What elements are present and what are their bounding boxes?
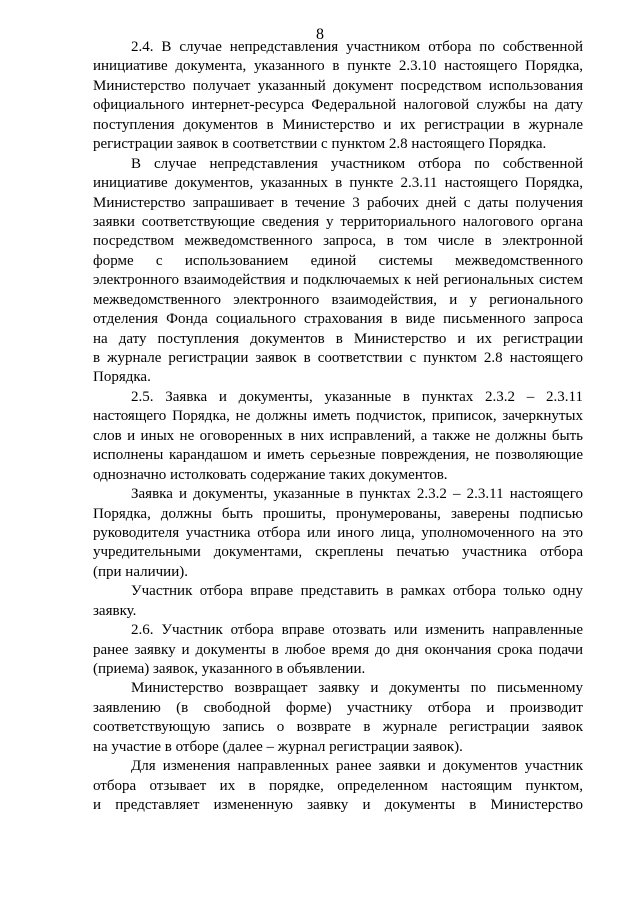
text-line: Министерство получает указанный документ посредством использования [93,77,583,94]
text-line: слов и иных не оговоренных в них исправлений, а также не должны быть [93,427,583,444]
text-line: Порядка, должны быть прошиты, пронумерованы, заверены подписью [93,505,583,522]
paragraph [93,757,583,815]
text-line: В случае непредставления участником отбора по собственной [131,155,583,172]
text-line: однозначно истолковать содержание таких документов. [93,466,448,483]
paragraph [93,621,583,679]
text-line: поступления документов в Министерство и их регистрации в журнале [93,116,583,133]
text-line: на участие в отборе (далее – журнал регистрации заявок). [93,738,463,755]
text-line: и представляет измененную заявку и документы в Министерство [93,797,583,814]
text-line: учредительными документами, скреплены печатью участника отбора [93,544,583,561]
text-line: форме с использованием единой системы межведомственного [93,252,583,269]
text-line: Порядка. [93,369,151,386]
text-line: отделения Фонда социального страхования в виде письменного запроса [93,311,583,328]
text-line: электронного взаимодействия и подключаемых к ней региональных систем [93,272,583,289]
text-line: ранее заявку и документы в любое время до дня окончания срока подачи [93,641,583,658]
paragraph [93,485,583,582]
text-line: (при наличии). [93,563,188,580]
paragraph [93,582,583,621]
text-line: Министерство запрашивает в течение 3 рабочих дней с даты получения [93,194,583,211]
page-number: 8 [316,26,324,43]
document-body [93,38,583,816]
text-line: Заявка и документы, указанные в пунктах 2.3.2 – 2.3.11 настоящего [131,486,583,503]
text-line: 2.5. Заявка и документы, указанные в пунктах 2.3.2 – 2.3.11 [131,388,583,405]
text-line: заявки соответствующие сведения у территориального налогового органа [93,213,583,230]
text-line: соответствующую запись о возврате в журнале регистрации заявок [93,719,583,736]
text-line: (приема) заявок, указанного в объявлении. [93,661,366,677]
text-line: межведомственного электронного взаимодействия, и у регионального [93,291,583,308]
paragraph [93,388,583,485]
text-line: инициативе документов, указанных в пункте 2.3.11 настоящего Порядка, [93,175,583,192]
text-line: инициативе документа, указанного в пункте 2.3.10 настоящего Порядка, [93,58,583,75]
text-line: официального интернет-ресурса Федеральной налоговой службы на дату [93,97,583,114]
text-line: 2.6. Участник отбора вправе отозвать или изменить направленные [131,622,583,639]
paragraph [93,679,583,757]
paragraph [93,155,583,388]
text-line: исполнены карандашом и иметь серьезные повреждения, не позволяющие [93,447,583,464]
text-line: на дату поступления документов в Министерство и их регистрации [93,330,583,347]
text-line: Участник отбора вправе представить в рамках отбора только одну [131,583,583,600]
text-line: заявку. [93,602,137,619]
text-line: отбора отзывает их в порядке, определенном настоящим пунктом, [93,777,583,794]
text-line: настоящего Порядка, не должны иметь подчисток, приписок, зачеркнутых [93,408,583,425]
text-line: регистрации заявок в соответствии с пунктом 2.8 настоящего Порядка. [93,136,547,153]
text-line: руководителя участника отбора или иного лица, уполномоченного на это [93,524,583,541]
text-line: Для изменения направленных ранее заявки и документов участник [131,758,583,775]
text-line: Министерство возвращает заявку и документы по письменному [131,680,583,697]
paragraph [93,38,583,155]
text-line: в журнале регистрации заявок в соответствии с пунктом 2.8 настоящего [93,350,583,366]
text-line: посредством межведомственного запроса, в том числе в электронной [93,233,583,250]
text-line: заявлению (в свободной форме) участнику отбора и производит [93,699,583,716]
text-line: 2.4. В случае непредставления участником отбора по собственной [131,39,583,55]
